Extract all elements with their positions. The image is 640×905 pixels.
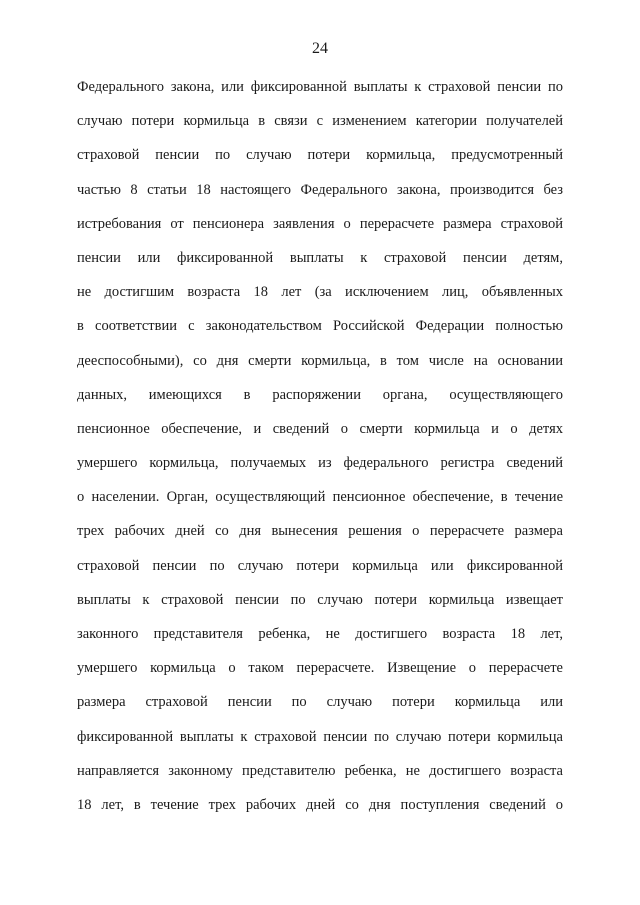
text-line: в соответствии с законодательством Российской Федерации полностью — [77, 318, 563, 335]
text-line: 18 лет, в течение трех рабочих дней со дня поступления сведений о — [77, 796, 563, 813]
text-line: умершего кормильца, получаемых из федерального регистра сведений — [77, 455, 563, 472]
text-line: выплаты к страховой пенсии по случаю потери кормильца извещает — [77, 591, 563, 608]
text-line: данных, имеющихся в распоряжении органа, осуществляющего — [77, 386, 563, 403]
text-line: частью 8 статьи 18 настоящего Федерального закона, производится без — [77, 181, 563, 198]
text-line: случаю потери кормильца в связи с изменением категории получателей — [77, 113, 563, 130]
text-line: дееспособными), со дня смерти кормильца, в том числе на основании — [77, 352, 563, 369]
text-line: размера страховой пенсии по случаю потери кормильца или — [77, 694, 563, 711]
text-line: страховой пенсии по случаю потери кормильца, предусмотренный — [77, 147, 563, 164]
text-line: истребования от пенсионера заявления о перерасчете размера страховой — [77, 215, 563, 232]
text-line: фиксированной выплаты к страховой пенсии по случаю потери кормильца — [77, 728, 563, 745]
text-line: пенсии или фиксированной выплаты к страховой пенсии детям, — [77, 249, 563, 266]
text-line: умершего кормильца о таком перерасчете. Извещение о перерасчете — [77, 660, 563, 677]
page-number: 24 — [312, 40, 328, 57]
text-line: не достигшим возраста 18 лет (за исключением лиц, объявленных — [77, 284, 563, 301]
text-line: страховой пенсии по случаю потери кормильца или фиксированной — [77, 557, 563, 574]
text-line: законного представителя ребенка, не достигшего возраста 18 лет, — [77, 626, 563, 642]
text-line: пенсионное обеспечение, и сведений о смерти кормильца и о детях — [77, 420, 563, 437]
text-line: Федерального закона, или фиксированной выплаты к страховой пенсии по — [77, 79, 563, 95]
text-line: направляется законному представителю ребенка, не достигшего возраста — [77, 762, 563, 779]
body-text — [77, 70, 563, 822]
text-line: трех рабочих дней со дня вынесения решения о перерасчете размера — [77, 523, 563, 540]
text-line: о населении. Орган, осуществляющий пенсионное обеспечение, в течение — [77, 489, 563, 506]
